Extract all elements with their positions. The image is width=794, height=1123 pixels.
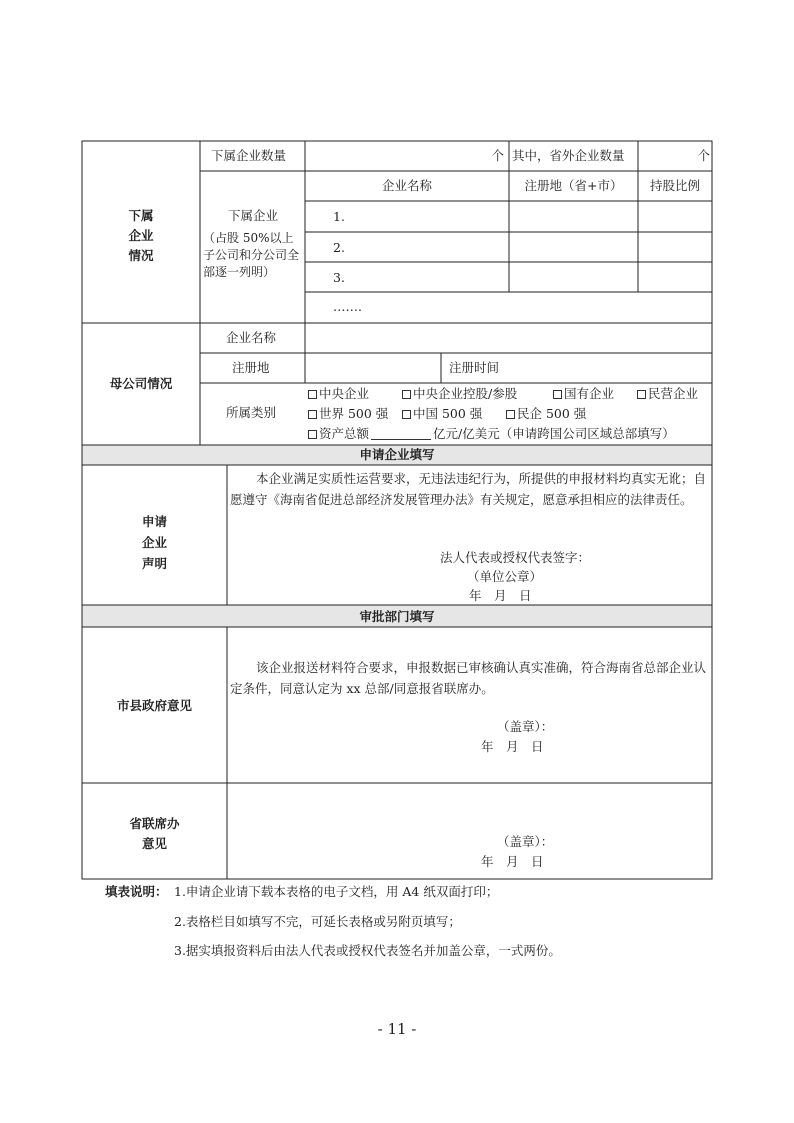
subsidiary-row-more: ……. [333,299,362,314]
provincial-opinion-label: 省联席办 意见 [129,816,180,851]
city-seal: （盖章）： [497,719,554,734]
applicant-statement-label: 申请 企业 声明 [141,514,167,571]
column-share-ratio: 持股比例 [649,178,700,193]
parent-name-label: 企业名称 [226,330,277,345]
subsidiary-list-note: （占股 50%以上子公司和分公司全部逐一列明） [203,231,300,279]
column-registration: 注册地（省+市） [524,178,623,193]
category-option-5[interactable]: 世界 500 强 [308,406,388,422]
applicant-section-header: 申请企业填写 [359,447,435,462]
parent-regtime-label: 注册时间 [449,360,500,375]
notes-title: 填表说明： [105,884,168,899]
assets-unit: 亿元/亿美元（申请跨国公司区域总部填写） [433,426,675,441]
outside-count-unit: 个 [697,148,710,163]
category-option-4[interactable]: 民营企业 [637,386,698,402]
parent-section-label: 母公司情况 [109,376,173,391]
assets-input[interactable] [371,427,431,440]
category-option-1[interactable]: 中央企业 [308,386,369,402]
note-item-2: 2.表格栏目如填写不完，可延长表格或另附页填写； [174,914,461,929]
subsidiary-row-1: 1. [333,209,345,224]
provincial-date: 年 月 日 [481,854,544,869]
subsidiary-row-2: 2. [333,240,345,255]
category-option-7[interactable]: 民企 500 强 [506,406,586,422]
note-item-1: 1.申请企业请下载本表格的电子文档，用 A4 纸双面打印； [174,884,499,899]
applicant-sign-line: 法人代表或授权代表签字： [440,550,591,565]
page-number: - 11 - [377,1020,417,1038]
note-item-3: 3.据实填报资料后由法人代表或授权代表签名并加盖公章，一式两份。 [174,943,561,958]
city-opinion-text: 该企业报送材料符合要求，申报数据已审核确认真实准确，符合海南省总部企业认定条件，同意认定为 xx 总部/同意报省联席办。 [230,660,707,696]
subsidiary-row-3: 3. [333,270,345,285]
category-option-3[interactable]: 国有企业 [553,386,614,402]
parent-category-label: 所属类别 [226,405,277,420]
provincial-seal: （盖章）： [497,834,554,849]
column-company-name: 企业名称 [381,178,432,193]
assets-row [308,426,675,442]
applicant-statement-text: 本企业满足实质性运营要求，无违法违纪行为，所提供的申报材料均真实无讹；自愿遵守《海南省促进总部经济发展管理办法》有关规定，愿意承担相应的法律责任。 [230,471,707,507]
subsidiary-section-label: 下属 企业 情况 [128,208,154,263]
category-option-2[interactable]: 中央企业控股/参股 [402,386,517,402]
applicant-date: 年 月 日 [469,588,532,603]
applicant-seal: （单位公章） [467,569,543,584]
parent-reg-label: 注册地 [232,360,270,375]
outside-count-label: 其中，省外企业数量 [512,148,625,163]
approval-section-header: 审批部门填写 [359,609,435,624]
subsidiary-count-unit: 个 [491,148,504,163]
city-opinion-label: 市县政府意见 [116,698,192,713]
subsidiary-count-label: 下属企业数量 [211,148,287,163]
category-option-6[interactable]: 中国 500 强 [402,406,482,422]
assets-label[interactable]: 资产总额 [308,426,369,441]
city-date: 年 月 日 [481,739,544,754]
subsidiary-list-label: 下属企业 [227,208,278,223]
